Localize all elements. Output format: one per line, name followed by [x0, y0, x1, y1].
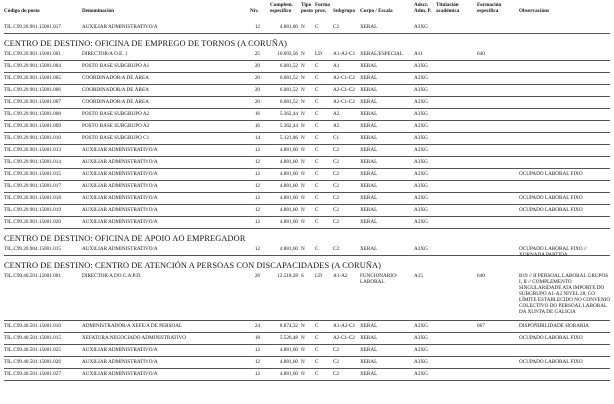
cell-forma: C — [315, 99, 319, 105]
cell-tipo: N — [301, 335, 305, 341]
cell-code: TIL.C99.20.901.15001.007 — [4, 99, 61, 105]
table-row — [4, 357, 610, 369]
cell-subgrupo: A2-C1-C2 — [333, 335, 355, 341]
cell-denominacion: AUXILIAR ADMINISTRATIVO/A — [82, 347, 158, 353]
cell-adscripcion: A15 — [414, 273, 423, 279]
cell-code: TIL.C99.20.901.15001.013 — [4, 147, 61, 153]
cell-adscripcion: A3XG — [414, 183, 428, 189]
header-forma: Forma — [315, 2, 330, 8]
cell-complemento: 4.881,60 — [279, 207, 298, 213]
section-title: CENTRO DE DESTINO: CENTRO DE ATENCIÓN A PERSOAS CON DISCAPACIDADES (A CORUÑA) — [4, 261, 382, 270]
cell-tipo: N — [301, 371, 305, 377]
cell-complemento: 4.881,60 — [279, 159, 298, 165]
cell-tipo: N — [301, 135, 305, 141]
cell-tipo: N — [301, 359, 305, 365]
cell-forma: C — [315, 335, 319, 341]
table-header — [4, 0, 610, 22]
cell-corpo: XERAL — [360, 246, 378, 252]
cell-code: TIL.C99.20.901.15001.014 — [4, 159, 61, 165]
header-tipo: Tipo — [301, 2, 312, 8]
cell-forma: LD — [315, 51, 322, 57]
cell-tipo: N — [301, 195, 305, 201]
cell-adscripcion: A3XG — [414, 135, 428, 141]
cell-complemento: 4.881,60 — [279, 359, 298, 365]
cell-complemento: 4.881,60 — [279, 147, 298, 153]
table-row — [4, 169, 610, 181]
cell-adscripcion: A3XG — [414, 99, 428, 105]
table-row — [4, 61, 610, 73]
cell-tipo: N — [301, 123, 305, 129]
cell-corpo: XERAL — [360, 219, 378, 225]
cell-code: TIL.C99.20.901.15001.020 — [4, 219, 61, 225]
cell-niv: 12 — [254, 171, 260, 177]
table-row — [4, 49, 610, 61]
cell-corpo: XERAL — [360, 123, 378, 129]
cell-adscripcion: A3XG — [414, 219, 428, 225]
section-title: CENTRO DE DESTINO: OFICINA DE APOIO AO EMPREGADOR — [4, 234, 246, 243]
table-row — [4, 345, 610, 357]
cell-denominacion: POSTO BASE SUBGRUPO A2 — [82, 123, 150, 129]
table-row — [4, 271, 610, 321]
cell-forma: C — [315, 207, 319, 213]
cell-denominacion: AUXILIAR ADMINISTRATIVO/A — [82, 147, 158, 153]
header-formacion-especifica: específica — [477, 8, 499, 14]
cell-observacions: OCUPADO LABORAL FIXO // XORNADA PARTIDA — [519, 246, 587, 258]
cell-tipo: N — [301, 207, 305, 213]
cell-code: TIL.C99.20.901.15001.010 — [4, 135, 61, 141]
cell-subgrupo: C2 — [333, 371, 340, 377]
cell-complemento: 4.881,60 — [279, 171, 298, 177]
cell-forma: C — [315, 371, 319, 377]
header-formacion: Formación — [477, 2, 502, 8]
cell-code: TIL.C99.20.901.15001.015 — [4, 171, 61, 177]
header-especifico: específico — [270, 8, 292, 14]
cell-subgrupo: A2-C1-C2 — [333, 99, 355, 105]
cell-tipo: N — [301, 323, 305, 329]
cell-niv: 24 — [254, 323, 260, 329]
table-row — [4, 73, 610, 85]
header-academica: académica — [436, 8, 460, 14]
cell-observacions: OCUPADO LABORAL FIXO — [519, 171, 583, 177]
cell-code: TIL.C99.40.501.15001.026 — [4, 359, 61, 365]
cell-adscripcion: A3XG — [414, 171, 428, 177]
cell-code: TIL.C99.40.501.15001.027 — [4, 371, 61, 377]
cell-complemento: 6.081,52 — [279, 87, 298, 93]
cell-code: TIL.C99.20.901.15001.018 — [4, 195, 61, 201]
header-titulacion: Titulación — [436, 2, 459, 8]
cell-forma: C — [315, 171, 319, 177]
cell-complemento: 4.881,60 — [279, 347, 298, 353]
cell-forma: C — [315, 24, 319, 30]
table-row — [4, 205, 610, 217]
cell-observacions: OCUPADO LABORAL FIXO — [519, 359, 583, 365]
cell-adscripcion: A3XG — [414, 24, 428, 30]
cell-denominacion: POSTO BASE SUBGRUPO A1 — [82, 63, 150, 69]
cell-forma: C — [315, 159, 319, 165]
cell-niv: 12 — [254, 195, 260, 201]
cell-denominacion: AUXILIAR ADMINISTRATIVO/A — [82, 195, 158, 201]
cell-niv: 12 — [254, 159, 260, 165]
table-row — [4, 85, 610, 97]
header-subgrupo: Subgrupo — [333, 8, 355, 14]
header-prov: prov. — [315, 8, 327, 14]
cell-code: TIL.C99.40.501.15001.025 — [4, 347, 61, 353]
cell-subgrupo: C2 — [333, 147, 340, 153]
table-row — [4, 109, 610, 121]
cell-corpo: XERAL — [360, 323, 378, 329]
cell-forma: C — [315, 123, 319, 129]
cell-forma: C — [315, 147, 319, 153]
cell-tipo: N — [301, 171, 305, 177]
cell-tipo: N — [301, 63, 305, 69]
cell-subgrupo: A2-C1-C2 — [333, 75, 355, 81]
cell-complemento: 5.526,48 — [279, 335, 298, 341]
cell-corpo: XERAL — [360, 159, 378, 165]
cell-corpo: XERAL — [360, 335, 378, 341]
cell-niv: 12 — [254, 347, 260, 353]
cell-niv: 12 — [254, 359, 260, 365]
centro-de-destino-heading — [4, 229, 610, 244]
cell-code: TIL.C99.20.901.15001.005 — [4, 75, 61, 81]
cell-denominacion: COORDINADOR/A DE ÁREA — [82, 99, 149, 105]
cell-corpo: XERAL — [360, 87, 378, 93]
cell-corpo: XERAL — [360, 347, 378, 353]
cell-forma: C — [315, 63, 319, 69]
cell-tipo: N — [301, 87, 305, 93]
table-row — [4, 321, 610, 333]
table-row — [4, 157, 610, 169]
cell-niv: 12 — [254, 246, 260, 252]
cell-formacion: 067 — [477, 323, 485, 329]
cell-denominacion: POSTO BASE SUBGRUPO A2 — [82, 111, 150, 117]
cell-complemento: 6.081,52 — [279, 63, 298, 69]
cell-forma: LD — [315, 273, 322, 279]
cell-complemento: 4.881,60 — [279, 246, 298, 252]
cell-code: TIL.C99.20.901.15001.004 — [4, 63, 61, 69]
cell-niv: 25 — [254, 51, 260, 57]
cell-niv: 20 — [254, 87, 260, 93]
centro-de-destino-heading — [4, 256, 610, 271]
table-row — [4, 133, 610, 145]
table-row — [4, 217, 610, 229]
cell-niv: 12 — [254, 219, 260, 225]
cell-forma: C — [315, 75, 319, 81]
cell-adscripcion: A11 — [414, 51, 423, 57]
cell-denominacion: DIRECTOR/A DO C.A.P.D. — [82, 273, 142, 279]
cell-subgrupo: C2 — [333, 24, 340, 30]
cell-subgrupo: C2 — [333, 347, 340, 353]
cell-forma: C — [315, 87, 319, 93]
cell-tipo: N — [301, 147, 305, 153]
cell-adscripcion: A3XG — [414, 159, 428, 165]
cell-tipo: N — [301, 159, 305, 165]
cell-subgrupo: C2 — [333, 159, 340, 165]
cell-corpo: XERAL — [360, 99, 378, 105]
cell-observacions: OCUPADO LABORAL FIXO — [519, 195, 583, 201]
cell-corpo: XERAL — [360, 183, 378, 189]
cell-niv: 20 — [254, 99, 260, 105]
cell-subgrupo: C1 — [333, 135, 340, 141]
cell-corpo: XERAL — [360, 111, 378, 117]
cell-niv: 18 — [254, 335, 260, 341]
cell-corpo: XERAL — [360, 371, 378, 377]
header-denominacion: Denominación — [82, 8, 114, 14]
cell-niv: 14 — [254, 135, 260, 141]
table-row — [4, 145, 610, 157]
cell-corpo: XERAL — [360, 147, 378, 153]
cell-code: TIL.C99.20.904.15001.015 — [4, 246, 61, 252]
cell-niv: 12 — [254, 183, 260, 189]
cell-subgrupo: C2 — [333, 183, 340, 189]
cell-observacions: OCUPADO LABORAL FIXO — [519, 207, 583, 213]
cell-code: TIL.C99.20.901.15001.017 — [4, 24, 61, 30]
cell-corpo: XERAL/ESPECIAL — [360, 51, 403, 57]
cell-complemento: 5.362,44 — [279, 111, 298, 117]
cell-corpo: XERAL — [360, 207, 378, 213]
cell-corpo: FUNCIONARIO/ LABORAL — [360, 273, 398, 285]
table-row — [4, 369, 610, 381]
table-body — [4, 22, 610, 381]
cell-subgrupo: C2 — [333, 359, 340, 365]
header-observacions: Observacións — [519, 8, 549, 14]
cell-niv: 16 — [254, 111, 260, 117]
cell-denominacion: ADMINISTRADOR/A XEFE/A DE PERSOAL — [82, 323, 183, 329]
cell-subgrupo: A1-A2-C1 — [333, 51, 356, 57]
cell-tipo: N — [301, 111, 305, 117]
cell-denominacion: AUXILIAR ADMINISTRATIVO/A — [82, 219, 158, 225]
cell-tipo: N — [301, 24, 305, 30]
cell-denominacion: DIRECTOR/A O.E. 1 — [82, 51, 128, 57]
cell-denominacion: XEFATURA NEGOCIADO ADMINISTRATIVO — [82, 335, 186, 341]
document-page — [4, 0, 610, 381]
cell-formacion: 640 — [477, 51, 485, 57]
cell-niv: 20 — [254, 75, 260, 81]
cell-corpo: XERAL — [360, 63, 378, 69]
cell-forma: C — [315, 246, 319, 252]
cell-adscripcion: A3XG — [414, 323, 428, 329]
cell-denominacion: AUXILIAR ADMINISTRATIVO/A — [82, 371, 158, 377]
cell-denominacion: AUXILIAR ADMINISTRATIVO/A — [82, 246, 158, 252]
cell-code: TIL.C99.20.901.15001.001 — [4, 51, 61, 57]
cell-denominacion: AUXILIAR ADMINISTRATIVO/A — [82, 207, 158, 213]
cell-subgrupo: A1-A2 — [333, 273, 348, 279]
table-row — [4, 97, 610, 109]
cell-denominacion: COORDINADOR/A DE ÁREA — [82, 87, 149, 93]
cell-subgrupo: C2 — [333, 195, 340, 201]
table-row — [4, 333, 610, 345]
cell-observacions: OCUPADO LABORAL FIXO — [519, 335, 583, 341]
cell-tipo: N — [301, 99, 305, 105]
cell-niv: 12 — [254, 371, 260, 377]
cell-complemento: 6.081,52 — [279, 75, 298, 81]
cell-tipo: N — [301, 183, 305, 189]
cell-forma: C — [315, 219, 319, 225]
cell-forma: C — [315, 323, 319, 329]
table-row — [4, 193, 610, 205]
cell-subgrupo: C2 — [333, 207, 340, 213]
cell-forma: C — [315, 111, 319, 117]
cell-code: TIL.C99.20.901.15001.008 — [4, 111, 61, 117]
cell-niv: 20 — [254, 63, 260, 69]
cell-formacion: 640 — [477, 273, 485, 279]
cell-corpo: XERAL — [360, 171, 378, 177]
cell-niv: 12 — [254, 24, 260, 30]
cell-code: TIL.C99.20.901.15001.009 — [4, 123, 61, 129]
cell-code: TIL.C99.20.901.15001.017 — [4, 183, 61, 189]
cell-niv: 12 — [254, 147, 260, 153]
cell-subgrupo: C2 — [333, 171, 340, 177]
cell-complemento: 5.362,44 — [279, 123, 298, 129]
cell-complemento: 12.518,28 — [277, 273, 298, 279]
cell-adscripcion: A3XG — [414, 123, 428, 129]
cell-corpo: XERAL — [360, 75, 378, 81]
cell-subgrupo: C2 — [333, 246, 340, 252]
cell-tipo: N — [301, 51, 305, 57]
cell-adscripcion: A3XG — [414, 371, 428, 377]
cell-observacions: DISPOÑIBILIDADE HORARIA — [519, 323, 589, 329]
cell-observacions: B19 // II PERSOAL LABORAL GRUPOS I, II // COMPLEMENTO SINGULARIDADE ATA IMPORTE DO SUBGRUPO A1-A2 NIVEL 28, CO LÍMITE ESTABLECIDO NO CONVENIO COLECTIVO DO PERSOAL LABORAL DA XUNTA DE GALICIA — [519, 273, 611, 315]
cell-denominacion: COORDINADOR/A DE ÁREA — [82, 75, 149, 81]
cell-complemento: 5.121,86 — [279, 135, 298, 141]
cell-subgrupo: A2-C1-C2 — [333, 87, 355, 93]
cell-code: TIL.C99.20.901.15001.006 — [4, 87, 61, 93]
cell-adscripcion: A3XG — [414, 75, 428, 81]
cell-tipo: N — [301, 347, 305, 353]
cell-niv: 16 — [254, 123, 260, 129]
cell-denominacion: AUXILIAR ADMINISTRATIVO/A — [82, 159, 158, 165]
cell-denominacion: AUXILIAR ADMINISTRATIVO/A — [82, 171, 158, 177]
cell-forma: C — [315, 347, 319, 353]
cell-code: TIL.C99.40.501.15001.001 — [4, 273, 61, 279]
cell-adscripcion: A3XG — [414, 246, 428, 252]
cell-adscripcion: A3XG — [414, 111, 428, 117]
cell-code: TIL.C99.40.501.15001.015 — [4, 335, 61, 341]
header-complem: Complem. — [270, 2, 293, 8]
cell-adscripcion: A3XG — [414, 347, 428, 353]
cell-forma: C — [315, 183, 319, 189]
cell-adscripcion: A3XG — [414, 195, 428, 201]
header-adm: Adm. P. — [414, 8, 432, 14]
cell-complemento: 4.881,60 — [279, 183, 298, 189]
cell-subgrupo: C2 — [333, 219, 340, 225]
table-row — [4, 121, 610, 133]
cell-complemento: 10.093,56 — [277, 51, 298, 57]
cell-subgrupo: A1 — [333, 63, 340, 69]
cell-adscripcion: A3XG — [414, 147, 428, 153]
cell-corpo: XERAL — [360, 195, 378, 201]
cell-adscripcion: A3XG — [414, 359, 428, 365]
cell-denominacion: POSTO BASE SUBGRUPO C1 — [82, 135, 150, 141]
cell-corpo: XERAL — [360, 135, 378, 141]
cell-subgrupo: A2 — [333, 123, 340, 129]
cell-tipo: S — [301, 273, 304, 279]
cell-corpo: XERAL — [360, 24, 378, 30]
cell-adscripcion: A3XG — [414, 87, 428, 93]
cell-complemento: 4.881,60 — [279, 219, 298, 225]
header-adscr: Adscr. — [414, 2, 429, 8]
cell-complemento: 4.881,60 — [279, 371, 298, 377]
cell-denominacion: AUXILIAR ADMINISTRATIVO/A — [82, 359, 158, 365]
centro-de-destino-heading — [4, 34, 610, 49]
cell-corpo: XERAL — [360, 359, 378, 365]
table-row — [4, 181, 610, 193]
table-row — [4, 244, 610, 256]
cell-forma: C — [315, 195, 319, 201]
table-row — [4, 22, 610, 34]
cell-subgrupo: A2 — [333, 111, 340, 117]
cell-tipo: N — [301, 246, 305, 252]
header-corpo: Corpo / Escala — [360, 8, 393, 14]
header-posto: posto — [301, 8, 313, 14]
cell-forma: C — [315, 359, 319, 365]
header-niv: Nív. — [250, 8, 259, 14]
cell-niv: 12 — [254, 207, 260, 213]
cell-complemento: 8.874,32 — [279, 323, 298, 329]
cell-tipo: N — [301, 219, 305, 225]
cell-tipo: N — [301, 75, 305, 81]
section-title: CENTRO DE DESTINO: OFICINA DE EMPREGO DE TORNOS (A CORUÑA) — [4, 39, 288, 48]
cell-subgrupo: A1-A2-C1 — [333, 323, 356, 329]
cell-code: TIL.C99.20.901.15001.019 — [4, 207, 61, 213]
cell-niv: 28 — [254, 273, 260, 279]
cell-forma: C — [315, 135, 319, 141]
cell-denominacion: AUXILIAR ADMINISTRATIVO/A — [82, 183, 158, 189]
cell-adscripcion: A3XG — [414, 63, 428, 69]
cell-adscripcion: A3XG — [414, 335, 428, 341]
header-codigo: Código do posto — [4, 8, 40, 14]
cell-complemento: 4.881,60 — [279, 24, 298, 30]
cell-denominacion: AUXILIAR ADMINISTRATIVO/A — [82, 24, 158, 30]
cell-code: TIL.C99.40.501.15001.010 — [4, 323, 61, 329]
cell-complemento: 6.081,52 — [279, 99, 298, 105]
cell-complemento: 4.881,60 — [279, 195, 298, 201]
cell-adscripcion: A3XG — [414, 207, 428, 213]
